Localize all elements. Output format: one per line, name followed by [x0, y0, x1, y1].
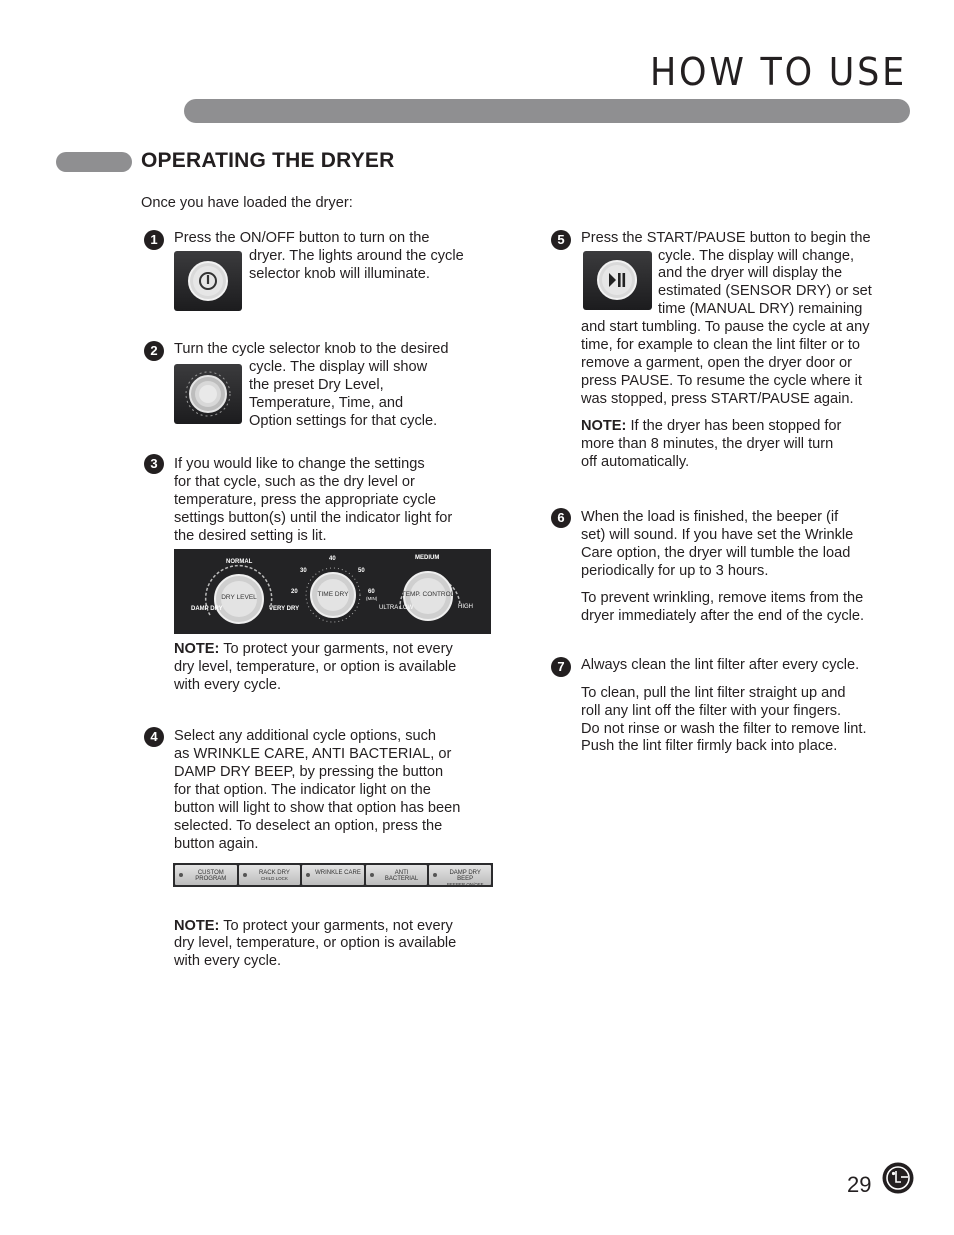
- option-label: RACK DRY: [258, 870, 290, 876]
- temp-left-label: ULTRA LOW: [379, 605, 414, 611]
- step-5-note-line-2: more than 8 minutes, the dryer will turn: [581, 436, 834, 452]
- step-3-number: 3: [144, 454, 164, 474]
- step-7-line-1: Always clean the lint filter after every cycle.: [581, 657, 860, 673]
- step-5-line-8: remove a garment, open the dryer door or: [581, 355, 852, 371]
- section-title: OPERATING THE DRYER: [141, 149, 395, 172]
- section-marker: [56, 152, 132, 172]
- step-4-line-4: for that option. The indicator light on the: [174, 782, 431, 798]
- step-5-note-line-3: off automatically.: [581, 454, 690, 470]
- step-4-note-line-3: with every cycle.: [174, 953, 282, 969]
- note-label: NOTE:: [581, 418, 627, 434]
- step-7-extra-line-2: roll any lint off the filter with your fingers.: [581, 703, 842, 719]
- step-3-line-4: settings button(s) until the indicator light for: [174, 510, 453, 526]
- step-4-line-5: button will light to show that option has been: [174, 800, 461, 816]
- dry-level-left-label: DAMP DRY: [191, 606, 223, 612]
- play-pause-icon: [583, 251, 652, 310]
- settings-knobs-graphic: [174, 549, 491, 634]
- option-label: CUSTOM PROGRAM: [195, 870, 227, 882]
- step-2-line-1: Turn the cycle selector knob to the desired: [174, 341, 449, 357]
- step-3-line-1: If you would like to change the settings: [174, 456, 425, 472]
- step-5-line-7: time, for example to clean the lint filter or to: [581, 337, 861, 353]
- step-3-line-5: the desired setting is lit.: [174, 528, 327, 544]
- step-4-note-line-2: dry level, temperature, or option is available: [174, 935, 457, 951]
- step-6-line-1: When the load is finished, the beeper (if: [581, 509, 839, 525]
- time-60-label: 60: [368, 589, 375, 595]
- cycle-settings-panel: [174, 549, 491, 634]
- step-5-line-10: was stopped, press START/PAUSE again.: [581, 391, 854, 407]
- step-6-extra-line-1: To prevent wrinkling, remove items from the: [581, 590, 864, 606]
- temp-top-label: MEDIUM: [415, 555, 440, 561]
- step-6-line-4: periodically for up to 3 hours.: [581, 563, 769, 579]
- step-3-note-line-3: with every cycle.: [174, 677, 282, 693]
- step-4-line-6: selected. To deselect an option, press the: [174, 818, 443, 834]
- step-3-note-line-1: [174, 640, 453, 658]
- power-button-image: [174, 251, 242, 311]
- step-3-line-3: temperature, press the appropriate cycle: [174, 492, 437, 508]
- page-header-title: HOW TO USE: [650, 50, 907, 94]
- step-5-line-6: and start tumbling. To pause the cycle at any: [581, 319, 870, 335]
- step-5-line-3: and the dryer will display the: [658, 265, 843, 281]
- note-text: If the dryer has been stopped for: [626, 418, 842, 434]
- step-3-line-2: for that cycle, such as the dry level or: [174, 474, 415, 490]
- time-dry-knob-label: TIME DRY: [317, 591, 349, 598]
- option-sub-label: BEEPER ON/OFF: [446, 882, 484, 887]
- step-3-note-line-2: dry level, temperature, or option is available: [174, 659, 457, 675]
- option-sub-label: CHILD LOCK: [260, 876, 288, 881]
- step-4-line-1: Select any additional cycle options, such: [174, 728, 437, 744]
- step-6-line-2: set) will sound. If you have set the Wrinkle: [581, 527, 854, 543]
- step-2-line-3: the preset Dry Level,: [249, 377, 384, 393]
- time-30-label: 30: [300, 568, 307, 574]
- options-button-strip: [173, 863, 493, 887]
- step-5-number: 5: [551, 230, 571, 250]
- step-7-extra-line-4: Push the lint filter firmly back into place.: [581, 738, 838, 754]
- step-1-line-1: Press the ON/OFF button to turn on the: [174, 230, 430, 246]
- step-5-line-5: time (MANUAL DRY) remaining: [658, 301, 863, 317]
- indicator-dot: [243, 873, 247, 877]
- option-label: ANTI BACTERIAL: [384, 870, 419, 882]
- step-4-number: 4: [144, 727, 164, 747]
- step-2-line-5: Option settings for that cycle.: [249, 413, 438, 429]
- time-unit-label: (MIN): [366, 596, 378, 601]
- option-custom-program: [175, 865, 237, 885]
- step-2-line-4: Temperature, Time, and: [249, 395, 404, 411]
- step-4-line-7: button again.: [174, 836, 259, 852]
- note-text: To protect your garments, not every: [219, 641, 453, 657]
- step-5-line-2: cycle. The display will change,: [658, 248, 855, 264]
- option-label: DAMP DRY BEEP: [449, 870, 481, 882]
- note-text: To protect your garments, not every: [219, 918, 453, 934]
- option-label-block: [251, 870, 299, 882]
- power-icon: [174, 251, 242, 311]
- time-50-label: 50: [358, 568, 365, 574]
- step-6-extra-line-2: dryer immediately after the end of the cycle.: [581, 608, 865, 624]
- step-2-number: 2: [144, 341, 164, 361]
- step-1-line-3: selector knob will illuminate.: [249, 266, 430, 282]
- dry-level-knob-label: DRY LEVEL: [221, 594, 257, 601]
- option-rack-dry: [239, 865, 301, 885]
- step-7-number: 7: [551, 657, 571, 677]
- cycle-selector-knob-icon: [174, 364, 242, 424]
- step-6-line-3: Care option, the dryer will tumble the load: [581, 545, 851, 561]
- option-wrinkle-care: [302, 865, 364, 885]
- indicator-dot: [433, 873, 437, 877]
- indicator-dot: [179, 873, 183, 877]
- cycle-knob-image: [174, 364, 242, 424]
- intro-text: Once you have loaded the dryer:: [141, 195, 353, 211]
- option-label: WRINKLE CARE: [315, 870, 361, 876]
- dry-level-right-label: VERY DRY: [269, 606, 300, 612]
- option-anti-bacterial: [366, 865, 428, 885]
- step-5-note-line-1: [581, 417, 841, 435]
- step-4-note-line-1: [174, 917, 453, 935]
- step-7-extra-line-3: Do not rinse or wash the filter to remove lint.: [581, 721, 867, 737]
- header-bar: [184, 99, 910, 123]
- time-40-label: 40: [329, 556, 336, 562]
- start-pause-button-image: [583, 251, 652, 310]
- step-7-extra-line-1: To clean, pull the lint filter straight up and: [581, 685, 846, 701]
- option-label-block: [441, 870, 489, 888]
- step-5-line-4: estimated (SENSOR DRY) or set: [658, 283, 872, 299]
- page-number: 29: [847, 1172, 872, 1197]
- temp-control-knob-label: TEMP. CONTROL: [401, 591, 455, 598]
- step-1-line-2: dryer. The lights around the cycle: [249, 248, 464, 264]
- step-5-line-1: Press the START/PAUSE button to begin the: [581, 230, 871, 246]
- temp-right-label: HIGH: [458, 604, 473, 610]
- option-damp-dry-beep: [429, 865, 491, 885]
- step-4-line-3: DAMP DRY BEEP, by pressing the button: [174, 764, 444, 780]
- step-6-number: 6: [551, 508, 571, 528]
- dry-level-top-label: NORMAL: [226, 559, 253, 565]
- indicator-dot: [370, 873, 374, 877]
- step-1-number: 1: [144, 230, 164, 250]
- step-2-line-2: cycle. The display will show: [249, 359, 428, 375]
- time-20-label: 20: [291, 589, 298, 595]
- step-5-line-9: press PAUSE. To resume the cycle where it: [581, 373, 862, 389]
- lg-logo-icon: [882, 1162, 914, 1194]
- note-label: NOTE:: [174, 918, 220, 934]
- indicator-dot: [306, 873, 310, 877]
- note-label: NOTE:: [174, 641, 220, 657]
- step-4-line-2: as WRINKLE CARE, ANTI BACTERIAL, or: [174, 746, 452, 762]
